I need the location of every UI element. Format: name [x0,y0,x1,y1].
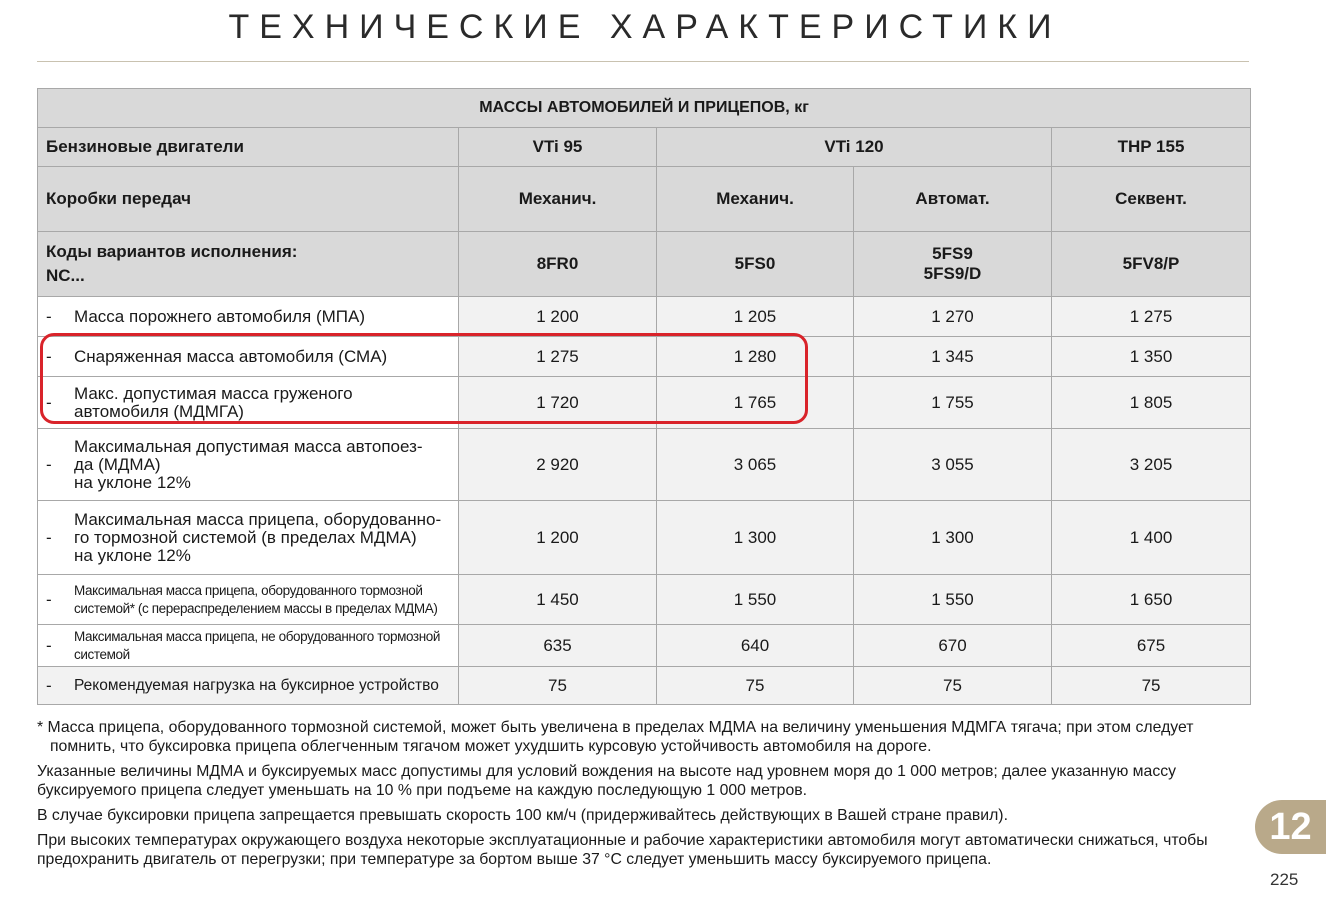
code-line: 5FS9 [932,244,973,263]
value-cell: 640 [657,625,854,667]
codes-label-line: NC... [46,266,85,285]
row-bullet: - [46,589,52,609]
value-cell: 1 200 [459,501,657,575]
value-cell: 1 550 [854,575,1052,625]
row-label [74,511,441,565]
code-line: 5FV8/P [1122,254,1180,273]
table-row [38,429,1251,501]
value-cell: 1 550 [657,575,854,625]
code-line: 5FS9/D [923,264,982,283]
table-title: МАССЫ АВТОМОБИЛЕЙ И ПРИЦЕПОВ, кг [38,89,1251,128]
value-cell: 1 650 [1052,575,1251,625]
value-cell: 3 055 [854,429,1052,501]
value-cell: 1 300 [854,501,1052,575]
row-label-line: автомобиля (МДМГА) [74,401,244,421]
engine-vti120: VTi 120 [657,128,1052,167]
value-cell: 1 200 [459,297,657,337]
table-row [38,297,1251,337]
row-label: Снаряженная масса автомобиля (СМА) [74,346,388,366]
row-bullet: - [46,306,52,326]
gearbox-cell: Механич. [657,167,854,232]
row-label [74,438,423,492]
code-cell [459,232,657,297]
code-cell [1052,232,1251,297]
code-cell [854,232,1052,297]
value-cell: 1 350 [1052,337,1251,377]
engine-thp155: THP 155 [1052,128,1251,167]
row-label: Максимальная масса прицепа, не оборудованного тормозной системой [74,628,441,662]
row-label: Масса порожнего автомобиля (МПА) [74,306,366,326]
value-cell: 3 205 [1052,429,1251,501]
engine-vti95: VTi 95 [459,128,657,167]
row-label-line: Максимальная масса прицепа, оборудованно- [74,509,442,529]
code-line: 8FR0 [536,254,579,273]
table-row [38,575,1251,625]
page-title: ТЕХНИЧЕСКИЕ ХАРАКТЕРИСТИКИ [228,8,1062,46]
value-cell: 1 275 [459,337,657,377]
table-row [38,625,1251,667]
code-line: 5FS0 [734,254,776,273]
value-cell: 1 450 [459,575,657,625]
row-bullet: - [46,635,52,655]
value-cell: 75 [657,667,854,705]
row-label-line: да (МДМА) [74,454,161,474]
value-cell: 1 720 [459,377,657,429]
row-bullet: - [46,454,52,474]
value-cell: 1 755 [854,377,1052,429]
value-cell: 3 065 [657,429,854,501]
value-cell: 1 280 [657,337,854,377]
row-label [74,582,437,618]
value-cell: 675 [1052,625,1251,667]
engines-label: Бензиновые двигатели [38,128,459,167]
row-label-line: на уклоне 12% [74,472,191,492]
value-cell: 1 345 [854,337,1052,377]
footnote: * Масса прицепа, оборудованного тормозной системой, может быть увеличена в пределах МДМА на величину уменьшения МДМГА тягача; при этом следует помнить, что буксировка прицепа облегченным тягачом может ухудшить курсовую устойчивость автомобиля на дороге. [37,719,1194,755]
row-label-line: го тормозной системой (в пределах МДМА) [74,527,417,547]
value-cell: 1 400 [1052,501,1251,575]
title-divider [37,61,1249,62]
row-label-line: Максимальная допустимая масса автопоез- [74,436,423,456]
gearbox-cell: Автомат. [854,167,1052,232]
value-cell: 1 300 [657,501,854,575]
row-label: Рекомендуемая нагрузка на буксирное устройство [74,676,439,694]
chapter-badge: 12 [1255,800,1326,854]
note-paragraph: В случае буксировки прицепа запрещается превышать скорость 100 км/ч (придерживайтесь действующих в Вашей стране правил). [37,807,1008,824]
row-label-line: на уклоне 12% [74,545,191,565]
row-bullet: - [46,392,52,412]
value-cell: 1 270 [854,297,1052,337]
value-cell: 635 [459,625,657,667]
row-label-line: Макс. допустимая масса груженого [74,383,353,403]
row-label-line: Максимальная масса прицепа, оборудованного тормозной [74,582,423,598]
note-paragraph: Указанные величины МДМА и буксируемых масс допустимы для условий вождения на высоте над уровнем моря до 1 000 метров; далее указанную массу буксируемого прицепа следует уменьшать на 10 % при подъеме на каждую последующую 1 000 метров. [37,763,1177,799]
row-bullet: - [46,346,52,366]
row-label-line: системой* (с перераспределением массы в пределах МДМА) [74,600,438,616]
table-row [38,501,1251,575]
gearboxes-label: Коробки передач [38,167,459,232]
codes-label-line: Коды вариантов исполнения: [46,242,298,261]
gearbox-cell: Механич. [459,167,657,232]
value-cell: 1 765 [657,377,854,429]
row-bullet: - [46,675,52,695]
value-cell: 75 [1052,667,1251,705]
value-cell: 1 805 [1052,377,1251,429]
note-paragraph: При высоких температурах окружающего воздуха некоторые эксплуатационные и рабочие характеристики автомобиля могут автоматически снижаться, чтобы предохранить двигатель от перегрузки; при температуре за бортом выше 37 °C следует уменьшить массу буксируемого прицепа. [37,832,1208,868]
page-number: 225 [1270,870,1299,889]
code-cell [657,232,854,297]
notes-section [37,718,1252,875]
codes-label [38,232,459,297]
value-cell: 1 205 [657,297,854,337]
gearbox-cell: Секвент. [1052,167,1251,232]
value-cell: 2 920 [459,429,657,501]
row-bullet: - [46,527,52,547]
highlight-annotation [40,333,808,424]
value-cell: 1 275 [1052,297,1251,337]
value-cell: 75 [854,667,1052,705]
value-cell: 75 [459,667,657,705]
value-cell: 670 [854,625,1052,667]
table-row [38,667,1251,705]
